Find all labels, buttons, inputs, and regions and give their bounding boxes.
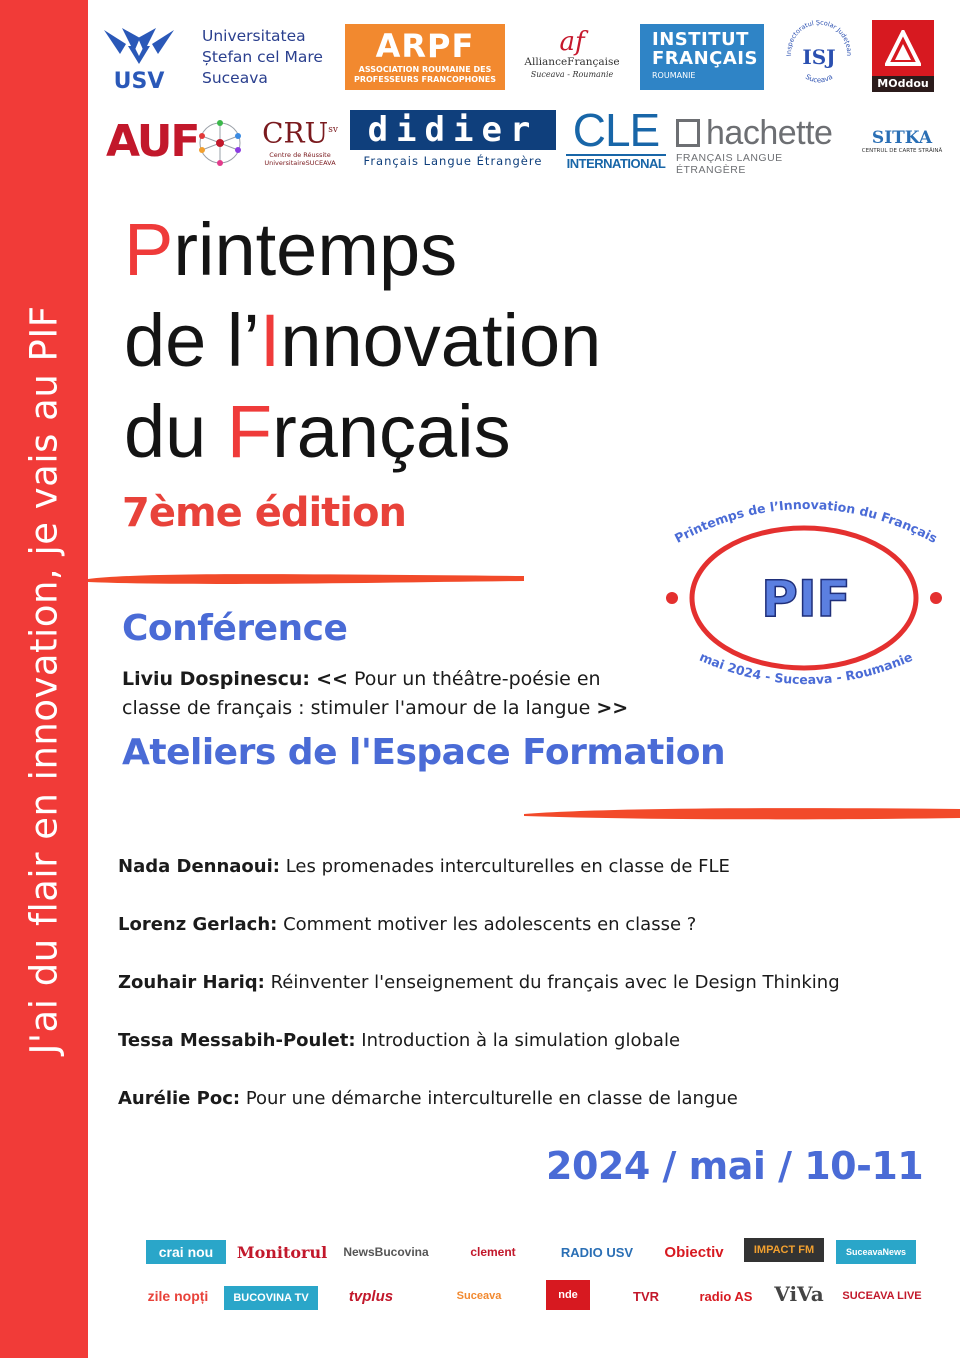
didier-word: didier	[350, 110, 556, 150]
conference-heading: Conférence	[122, 608, 348, 649]
talk-row	[118, 1030, 680, 1051]
talk-speaker: Zouhair Hariq:	[118, 972, 265, 993]
title-line2-pre: de l’	[124, 299, 260, 382]
svg-text:Suceava	[804, 73, 834, 85]
cru-sup: sv	[328, 125, 338, 135]
conference-speaker: Liviu Dospinescu:	[122, 668, 311, 690]
hachette-logo	[676, 114, 846, 176]
media-logo: tvplus	[348, 1287, 394, 1305]
arpf-line1: ASSOCIATION ROUMAINE DES	[358, 65, 492, 74]
brush-divider-2	[524, 802, 960, 824]
usv-line3: Suceava	[202, 69, 268, 87]
media-logo: crai nou	[146, 1240, 226, 1264]
title-line1-rest: rintemps	[173, 208, 458, 291]
sitka-logo	[856, 128, 948, 154]
title-line3-rest: rançais	[272, 390, 511, 473]
conference-text2: classe de français : stimuler l'amour de la langue	[122, 697, 591, 719]
cle-big: CLE	[572, 104, 660, 156]
pif-seal	[656, 484, 952, 704]
media-logo: RADIO USV	[560, 1244, 634, 1260]
talk-row	[118, 972, 840, 993]
media-logo: zile nopți	[147, 1288, 209, 1304]
ateliers-heading: Ateliers de l'Espace Formation	[122, 732, 726, 773]
arpf-acronym: ARPF	[375, 27, 475, 65]
title-cap-f: F	[226, 390, 273, 473]
institut-line3: ROUMANIE	[652, 71, 696, 80]
seal-bottom-arc: mai 2024 - Suceava - Roumanie	[697, 648, 915, 688]
cru-line2: UniversitaireSUCEAVA	[264, 159, 336, 168]
media-logo: Suceava	[456, 1290, 502, 1302]
media-logo: Obiectiv	[664, 1243, 724, 1261]
media-logo: ViVa	[774, 1282, 824, 1306]
alliance-francaise-logo	[524, 28, 620, 92]
conference-close-quote: >>	[596, 697, 629, 719]
cle-international-logo	[566, 106, 666, 172]
hachette-small: FRANÇAIS LANGUE ÉTRANGÈRE	[676, 152, 783, 176]
media-logo: nde	[546, 1280, 590, 1310]
media-logo: IMPACT FM	[744, 1238, 824, 1262]
auf-logo: AUF	[106, 116, 199, 167]
af-city: Suceava - Roumanie	[530, 70, 614, 79]
conference-open-quote: <<	[316, 668, 348, 690]
event-date: 2024 / mai / 10-11	[546, 1144, 924, 1188]
talk-row	[118, 914, 696, 935]
arpf-line2: PROFESSEURS FRANCOPHONES	[353, 75, 497, 84]
talk-title: Pour une démarche interculturelle en classe de langue	[245, 1088, 738, 1109]
media-logo: Monitorul	[236, 1242, 328, 1262]
title-cap-i: I	[259, 299, 281, 382]
hachette-h-icon	[676, 119, 700, 147]
title-line2	[124, 295, 601, 386]
auf-network-icon	[194, 118, 246, 168]
title-line3-pre: du	[124, 390, 227, 473]
cru-acronym	[260, 112, 340, 151]
seal-top-arc: Printemps de l’Innovation du Français	[672, 496, 940, 546]
svg-text:Printemps de l’Innovation du F	[672, 497, 940, 546]
media-logo: clement	[470, 1245, 516, 1259]
conference-text1: Pour un théâtre-poésie en	[353, 668, 601, 690]
media-logo: BUCOVINA TV	[224, 1286, 318, 1310]
event-title	[124, 204, 601, 477]
sitka-big: SITKA	[871, 128, 933, 148]
institut-line1: INSTITUT	[652, 29, 749, 50]
usv-line2: Ștefan cel Mare	[202, 48, 323, 66]
media-logo: SUCEAVA LIVE	[842, 1290, 922, 1302]
moddou-label: MOddou	[872, 76, 934, 92]
sitka-small: CENTRUL DE CARTE STRĂINĂ	[861, 148, 943, 154]
didier-tag: Français Langue Étrangère	[363, 154, 543, 168]
isj-ring-text: Inspectoratul Școlar Județean	[784, 20, 854, 57]
talk-speaker: Tessa Messabih-Poulet:	[118, 1030, 356, 1051]
talk-row	[118, 856, 730, 877]
media-logo: NewsBucovina	[343, 1245, 429, 1259]
side-band	[0, 0, 88, 1358]
talk-speaker: Lorenz Gerlach:	[118, 914, 278, 935]
af-name: AllianceFrançaise	[524, 56, 620, 68]
institut-francais-logo	[640, 24, 764, 90]
talk-speaker: Nada Dennaoui:	[118, 856, 280, 877]
title-line2-rest: nnovation	[280, 299, 602, 382]
edition-label: 7ème édition	[122, 490, 406, 536]
talk-row	[118, 1088, 738, 1109]
hachette-big	[676, 114, 846, 152]
media-logo: radio AS	[699, 1288, 753, 1304]
isj-city: Suceava	[803, 72, 835, 85]
title-line1	[124, 204, 601, 295]
usv-name	[202, 26, 323, 89]
cru-acronym-text: CRU	[262, 116, 329, 150]
conference-line2	[122, 697, 628, 719]
isj-logo	[782, 20, 856, 94]
institut-line2: FRANÇAIS	[652, 48, 758, 69]
talk-title: Introduction à la simulation globale	[361, 1030, 681, 1051]
usv-line1: Universitatea	[202, 27, 306, 45]
cle-small: INTERNATIONAL	[566, 156, 666, 171]
conference-line1	[122, 668, 601, 690]
title-cap-p: P	[124, 208, 174, 291]
side-slogan: J'ai du flair en innovation, je vais au PIF	[22, 305, 66, 1055]
moddou-logo	[872, 20, 934, 92]
didier-logo	[350, 110, 556, 172]
af-monogram: af	[559, 27, 585, 57]
media-logo: TVR	[633, 1288, 659, 1304]
usv-logo	[100, 24, 178, 92]
seal-center: PIF	[761, 570, 851, 628]
talk-speaker: Aurélie Poc:	[118, 1088, 241, 1109]
media-logo: SuceavaNews	[836, 1240, 916, 1264]
usv-mark-text: USV	[113, 69, 165, 92]
title-line3	[124, 386, 601, 477]
moddou-triangle-icon	[885, 30, 921, 66]
cru-line1: Centre de Réussite	[269, 151, 331, 160]
arpf-logo	[345, 24, 505, 90]
talk-title: Comment motiver les adolescents en classe ?	[283, 914, 697, 935]
talk-title: Réinventer l'enseignement du français avec le Design Thinking	[270, 972, 840, 993]
isj-mark: ISJ	[802, 45, 836, 69]
brush-divider-1	[88, 568, 528, 590]
hachette-word: hachette	[706, 114, 833, 152]
cru-logo	[260, 112, 340, 172]
talk-title: Les promenades interculturelles en classe de FLE	[285, 856, 730, 877]
